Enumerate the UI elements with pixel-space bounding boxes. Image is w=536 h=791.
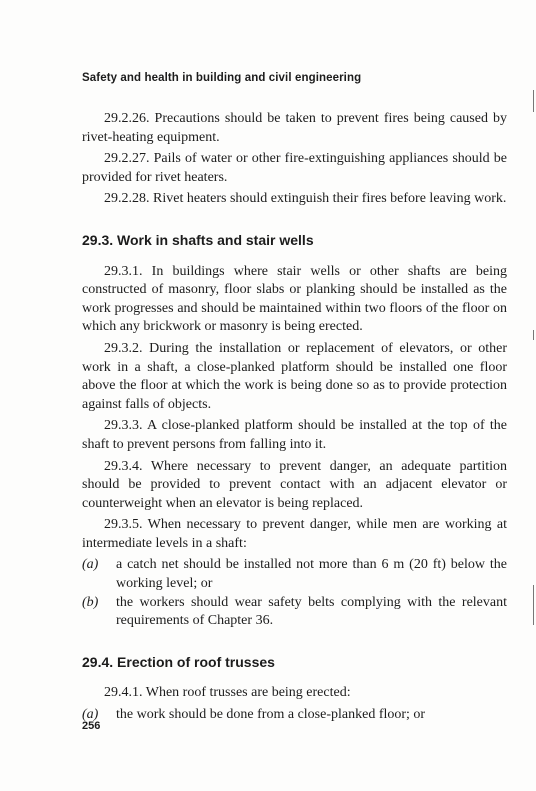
list-item	[82, 706, 507, 725]
list-item-text: the workers should wear safety belts complying with the relevant requirements of Chapter 36.	[116, 594, 507, 629]
section-heading: 29.3. Work in shafts and stair wells	[82, 231, 314, 248]
paragraph: 29.3.1. In buildings where stair wells or other shafts are being constructed of masonry, floor slabs or planking should be installed as the work progresses and should be maintained within two floors of the floor on which any brickwork or masonry is being erected.	[82, 263, 507, 335]
paragraph: 29.2.26. Precautions should be taken to prevent fires being caused by rivet-heating equipment.	[82, 111, 507, 145]
page-body	[82, 110, 507, 725]
paragraph: 29.2.28. Rivet heaters should extinguish their fires before leaving work.	[104, 191, 507, 207]
list-marker: (a)	[82, 557, 99, 573]
paragraph: 29.3.5. When necessary to prevent danger, while men are working at intermediate levels in a shaft:	[82, 517, 507, 551]
list-item	[82, 594, 507, 631]
paragraph: 29.3.4. Where necessary to prevent danger, an adequate partition should be provided to prevent contact with an adjacent elevator or counterweight when an elevator is being replaced.	[82, 458, 507, 511]
page-edge-mark	[533, 585, 534, 625]
section-heading: 29.4. Erection of roof trusses	[82, 653, 275, 670]
list-item-text: the work should be done from a close-planked floor; or	[116, 707, 426, 723]
list-marker: (b)	[82, 594, 99, 610]
paragraph: 29.4.1. When roof trusses are being erected:	[104, 685, 351, 701]
list-item-text: a catch net should be installed not more than 6 m (20 ft) below the working level; or	[116, 557, 507, 592]
page-edge-mark	[533, 330, 534, 340]
paragraph: 29.3.2. During the installation or replacement of elevators, or other work in a shaft, a close-planked platform should be installed one floor above the floor at which the work is being done so as to provide protection against falls of objects.	[82, 340, 507, 412]
running-head: Safety and health in building and civil engineering	[82, 72, 362, 84]
page-edge-mark	[533, 90, 534, 112]
paragraph: 29.3.3. A close-planked platform should be installed at the top of the shaft to prevent persons from falling into it.	[82, 418, 507, 452]
page-number: 256	[82, 720, 101, 732]
list-marker: (a)	[82, 707, 99, 723]
list-item	[82, 556, 507, 593]
paragraph: 29.2.27. Pails of water or other fire-extinguishing appliances should be provided for rivet heaters.	[82, 151, 507, 185]
